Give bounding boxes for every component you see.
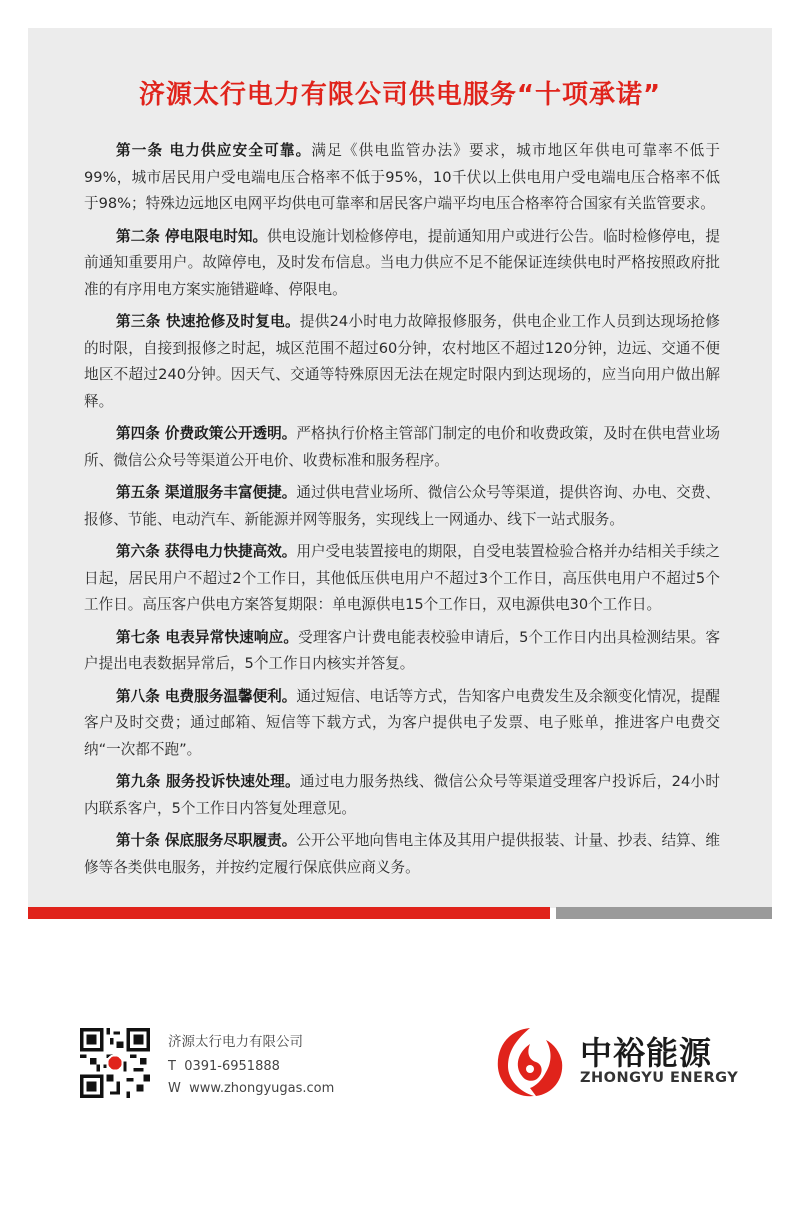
- clause-heading: 第二条 停电限电时知。: [116, 227, 268, 245]
- clause-body: 通过短信、电话等方式，告知客户电费发生及余额变化情况，提醒客户及时交费；通过邮箱、短信等下载方式，为客户提供电子发票、电子账单，推进客户电费交纳“一次都不跑”。: [84, 687, 720, 758]
- brand-name-en: ZHONGYU ENERGY: [580, 1070, 739, 1086]
- clause-body: 提供24小时电力故障报修服务，供电企业工作人员到达现场抢修的时限，自接到报修之时起，城区范围不超过60分钟，农村地区不超过120分钟，边远、交通不便地区不超过240分钟。因天气、交通等特殊原因无法在规定时限内到达现场的，应当向用户做出解释。: [84, 313, 720, 410]
- footer-stripe-gray: [556, 907, 772, 919]
- clause-list: [84, 138, 720, 887]
- footer-stripe-red: [28, 907, 550, 919]
- website-line: [168, 1081, 334, 1096]
- clause-2: [84, 224, 720, 304]
- website-url: www.zhongyugas.com: [189, 1081, 335, 1096]
- clause-8: [84, 684, 720, 764]
- clause-heading: 第一条 电力供应安全可靠。: [116, 142, 312, 159]
- clause-body: 满足《供电监管办法》要求，城市地区年供电可靠率不低于99%，城市居民用户受电端电压合格率不低于95%，10千伏以上供电用户受电端电压合格率不低于98%；特殊边远地区电网平均供电可靠率和居民客户端平均电压合格率符合国家有关监管要求。: [84, 142, 720, 212]
- clause-5: [84, 480, 720, 533]
- contact-info: [168, 1030, 334, 1103]
- clause-4: [84, 421, 720, 474]
- clause-7: [84, 625, 720, 678]
- clause-heading: 第八条 电费服务温馨便利。: [116, 687, 297, 705]
- clause-heading: 第六条 获得电力快捷高效。: [116, 543, 297, 560]
- clause-1: [84, 138, 720, 218]
- clause-body: 用户受电装置接电的期限，自受电装置检验合格并办结相关手续之日起，居民用户不超过2个工作日，其他低压供电用户不超过3个工作日，高压供电用户不超过5个工作日。高压客户供电方案答复期限：单电源供电15个工作日，双电源供电30个工作日。: [84, 543, 720, 613]
- clause-body: 严格执行价格主管部门制定的电价和收费政策，及时在供电营业场所、微信公众号等渠道公开电价、收费标准和服务程序。: [84, 425, 720, 469]
- clause-9: [84, 769, 720, 822]
- zhongyu-logo-icon: [490, 1022, 570, 1102]
- website-label: W: [168, 1081, 181, 1096]
- clause-heading: 第三条 快速抢修及时复电。: [116, 313, 300, 330]
- clause-body: 通过电力服务热线、微信公众号等渠道受理客户投诉后，24小时内联系客户，5个工作日内答复处理意见。: [84, 773, 720, 817]
- clause-body: 公开公平地向售电主体及其用户提供报装、计量、抄表、结算、维修等各类供电服务，并按约定履行保底供应商义务。: [84, 832, 720, 876]
- clause-heading: 第十条 保底服务尽职履责。: [116, 832, 297, 849]
- company-name: 济源太行电力有限公司: [168, 1034, 303, 1050]
- qr-code-icon: [80, 1028, 150, 1098]
- page-title: 济源太行电力有限公司供电服务“十项承诺”: [138, 80, 662, 110]
- brand-name-cn: 中裕能源: [580, 1034, 713, 1072]
- clause-body: 通过供电营业场所、微信公众号等渠道，提供咨询、办电、交费、报修、节能、电动汽车、新能源并网等服务，实现线上一网通办、线下一站式服务。: [84, 484, 720, 528]
- clause-heading: 第九条 服务投诉快速处理。: [116, 773, 300, 790]
- phone-line: [168, 1059, 334, 1074]
- clause-heading: 第七条 电表异常快速响应。: [116, 628, 299, 646]
- clause-heading: 第五条 渠道服务丰富便捷。: [116, 484, 297, 501]
- phone-number: 0391-6951888: [184, 1059, 280, 1074]
- clause-body: 供电设施计划检修停电，提前通知用户或进行公告。临时检修停电，提前通知重要用户。故障停电，及时发布信息。当电力供应不足不能保证连续供电时严格按照政府批准的有序用电方案实施错避峰、停限电。: [84, 227, 720, 298]
- clause-6: [84, 539, 720, 619]
- phone-label: T: [168, 1059, 176, 1074]
- clause-10: [84, 828, 720, 881]
- clause-heading: 第四条 价费政策公开透明。: [116, 425, 297, 442]
- clause-3: [84, 309, 720, 415]
- clause-body: 受理客户计费电能表校验申请后，5个工作日内出具检测结果。客户提出电表数据异常后，5个工作日内核实并答复。: [84, 628, 720, 672]
